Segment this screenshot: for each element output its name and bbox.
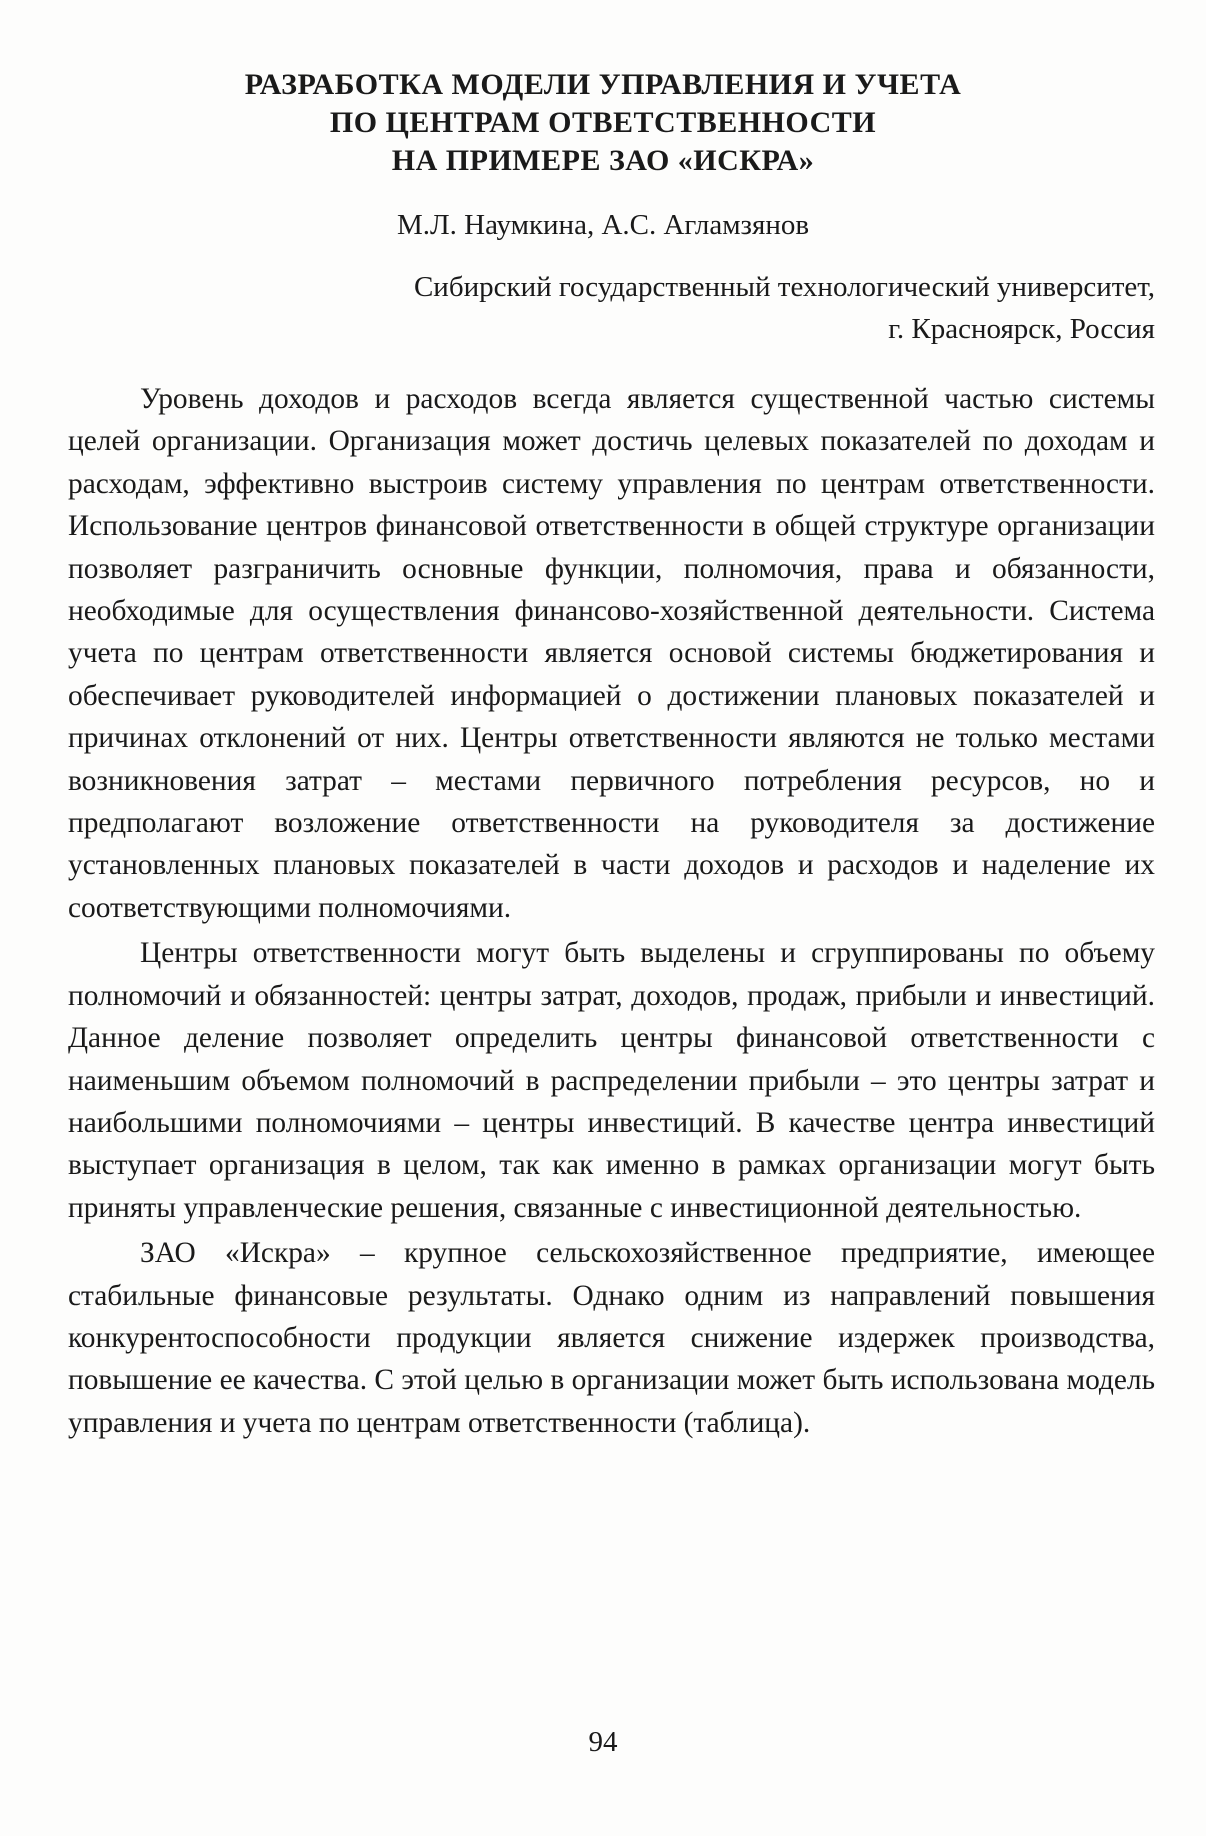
affiliation-line-1: Сибирский государственный технологический университет,	[413, 271, 1155, 303]
title-line-1: РАЗРАБОТКА МОДЕЛИ УПРАВЛЕНИЯ И УЧЕТА	[244, 68, 962, 101]
paragraph-1: Уровень доходов и расходов всегда является существенной частью системы целей организации. Организация может достичь целевых показателей по доходам и расходам, эффективно выстроив систему управления по центрам ответственности. Использование центров финансовой ответственности в общей структуре организации позволяет разграничить основные функции, полномочия, права и обязанности, необходимые для осуществления финансово-хозяйственной деятельности. Система учета по центрам ответственности является основой системы бюджетирования и обеспечивает руководителей информацией о достижении плановых показателей и причинах отклонений от них. Центры ответственности являются не только местами возникновения затрат – местами первичного потребления ресурсов, но и предполагают возложение ответственности на руководителя за достижение установленных плановых показателей в части доходов и расходов и наделение их соответствующими полномочиями.	[68, 383, 1155, 924]
affiliation	[200, 266, 1155, 350]
page-number: 94	[588, 1726, 618, 1758]
paragraph-3: ЗАО «Искра» – крупное сельскохозяйственное предприятие, имеющее стабильные финансовые результаты. Однако одним из направлений повышения конкурентоспособности продукции является снижение издержек производства, повышение ее качества. С этой целью в организации может быть использована модель управления и учета по центрам ответственности (таблица).	[68, 1237, 1155, 1439]
affiliation-line-2: г. Красноярск, Россия	[888, 313, 1155, 345]
authors: М.Л. Наумкина, А.С. Агламзянов	[396, 209, 810, 241]
title-line-2: ПО ЦЕНТРАМ ОТВЕТСТВЕННОСТИ	[329, 106, 877, 139]
article-body	[68, 378, 1155, 1447]
paragraph-2: Центры ответственности могут быть выделены и сгруппированы по объему полномочий и обязанностей: центры затрат, доходов, продаж, прибыли и инвестиций. Данное деление позволяет определить центры финансовой ответственности с наименьшим объемом полномочий в распределении прибыли – это центры затрат и наибольшими полномочиями – центры инвестиций. В качестве центра инвестиций выступает организация в целом, так как именно в рамках организации могут быть приняты управленческие решения, связанные с инвестиционной деятельностью.	[68, 937, 1155, 1224]
title-line-3: НА ПРИМЕРЕ ЗАО «ИСКРА»	[391, 144, 815, 177]
article-title	[120, 66, 1086, 180]
